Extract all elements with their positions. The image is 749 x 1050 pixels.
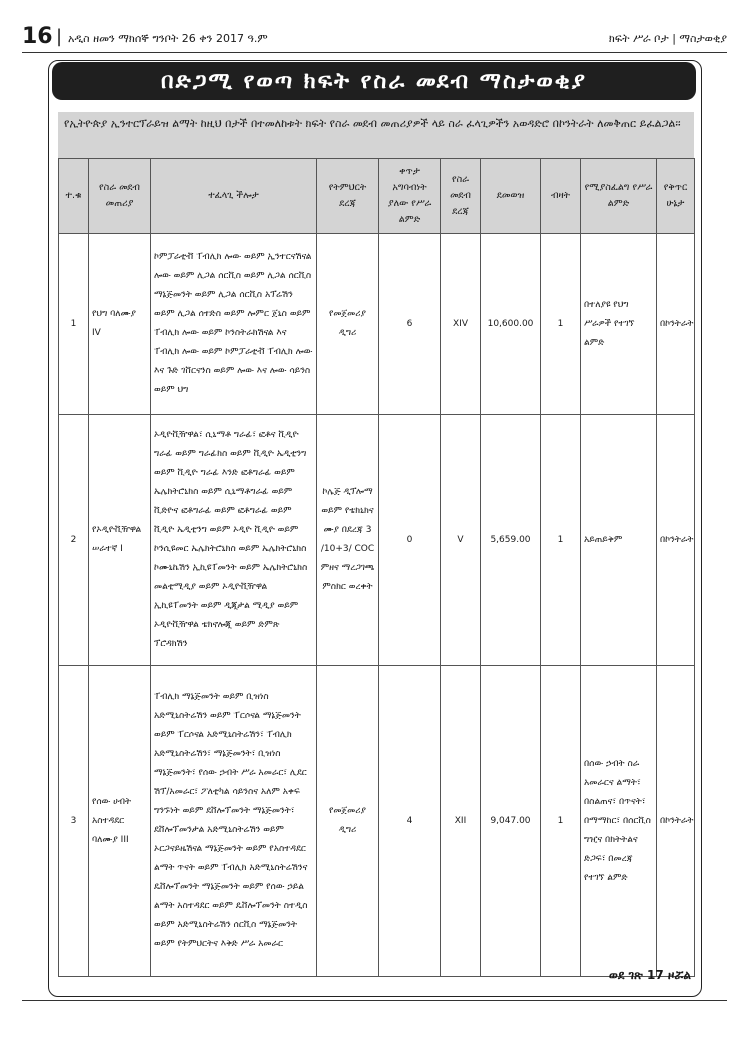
cell-direct-exp: 4 <box>379 666 441 977</box>
col-header-no: ተ.ቁ <box>59 159 89 234</box>
cell-education: የመጀመሪያ ዲግሪ <box>317 234 379 415</box>
cell-qty: 1 <box>541 415 581 666</box>
col-header-direct-exp: ቀጥታ አግባብነት ያለው የሥራ ልምድ <box>379 159 441 234</box>
col-header-skills: ተፈላጊ ችሎታ <box>151 159 317 234</box>
cell-skills: ኮምፓራቲቭ ፐብሊክ ሎው ወይም ኢንተርናሽናል ሎው ወይም ሊጋል ሰርቪስ ወይም ሊጋል ሰርቪስ ማኔጅመንት ወይም ሊጋል ሰርቪስ አፕሬሽን ወይም ሊጋል ሰተድስ ወይም ሎምር ጀኒስ ወይም ፐብሊክ ሎው ወይም ኮንስትራክሽናል እና ፐብሊክ ሎው ወይም ኮምፓራቲቭ ፐብሊክ ሎው እና ጉድ ገቨርናንስ ወይም ሎው እና ሎው ሳይንስ ወይም ህግ <box>151 234 317 415</box>
cell-no: 2 <box>59 415 89 666</box>
cell-title: የህግ ባለሙያ IV <box>89 234 151 415</box>
cell-no: 3 <box>59 666 89 977</box>
cell-title: የሰው ሀብት አስተዳደር ባለሙያ III <box>89 666 151 977</box>
cell-qty: 1 <box>541 666 581 977</box>
cell-required-exp: በተለያዩ የህግ ሥራዎች የተገኘ ልምድ <box>581 234 657 415</box>
page-number: 16 <box>22 24 53 49</box>
header-divider: | <box>56 26 63 47</box>
cell-grade: XIV <box>441 234 481 415</box>
cell-qty: 1 <box>541 234 581 415</box>
intro-paragraph: የኢትዮጵያ ኢንተርፕራይዝ ልማት ከዚህ በታች በተመለከቱት ክፍት የስራ መደብ መጠሪያዎች ላይ ስራ ፈላጊዎችን አወዳድሮ በኮንትራት ለመቅጠር ይፈልጋል፡፡ <box>58 112 694 158</box>
page-header <box>22 24 727 52</box>
cell-no: 1 <box>59 234 89 415</box>
table-row <box>59 415 695 666</box>
col-header-education: የትምህርት ደረጃ <box>317 159 379 234</box>
cell-education: ኮሌጅ ዲፕሎማ ወይም የቴክኒክና ሙያ በደረጃ 3 /10+3/ COC ምዘና ማረጋገጫ ምስክር ወረቀት <box>317 415 379 666</box>
table-row <box>59 666 695 977</box>
vacancy-table <box>58 158 695 977</box>
footer-rule <box>22 1000 727 1001</box>
table-row <box>59 234 695 415</box>
cell-salary: 5,659.00 <box>481 415 541 666</box>
col-header-employment: የቅጥር ሁኔታ <box>657 159 695 234</box>
publication-line: አዲስ ዘመን ማክሰኞ ግንቦት 26 ቀን 2017 ዓ.ም <box>68 32 268 45</box>
cell-employment: በኮንትራት <box>657 234 695 415</box>
col-header-qty: ብዛት <box>541 159 581 234</box>
continued-note: ወደ ገጽ 17 ዞሯል <box>608 968 691 982</box>
cell-direct-exp: 6 <box>379 234 441 415</box>
header-rule <box>22 52 727 53</box>
cell-required-exp: በሰው ኃብት ስራ አመራርና ልማት፣ በስልጠና፣ በጥናት፣ በማማከር፣ በሰርቪስ ግዢና በክትትልና ድጋፍ፣ በመረጃ የተገኘ ልምድ <box>581 666 657 977</box>
col-header-salary: ደመወዝ <box>481 159 541 234</box>
col-header-grade: የስራ መደብ ደረጃ <box>441 159 481 234</box>
cell-direct-exp: 0 <box>379 415 441 666</box>
col-header-title: የስራ መደብ መጠሪያ <box>89 159 151 234</box>
col-header-required-exp: የሚያስፈልግ የሥራ ልምድ <box>581 159 657 234</box>
cell-salary: 10,600.00 <box>481 234 541 415</box>
cell-employment: በኮንትራት <box>657 415 695 666</box>
cell-required-exp: አይጠይቅም <box>581 415 657 666</box>
ad-title: በድጋሚ የወጣ ክፍት የስራ መደብ ማስታወቂያ <box>52 62 696 100</box>
table-header-row <box>59 159 695 234</box>
cell-skills: ፐብሊክ ማኔጅመንት ወይም ቢዝነስ አድሚኒስትሬሽን ወይም ፐርሶናል ማኔጅመንት ወይም ፐርሶናል አድሚኒስትሬሽን፣ ፐብሊክ አድሚኒስትሬሽን፣ ማኔጅመንት፣ ቢዝነስ ማኔጅመንት፣ የሰው ኃብት ሥራ አመራር፣ ሊደር ሽፕ/አመራር፣ ፖለቲካል ሳይንስና አለም አቀፍ ግንኙነት ወይም ደቨሎፕመንት ማኔጅመንት፣ ደቨሎፕመንታል አድሚኒስትሬሽን ወይም ኦርጋናይዜሽናል ማኔጅመንት ወይም የአስተዳደር ልማት ጥናት ወይም ፐብሊክ አድሚኒስትሬሽንና ዴቨሎፕመንት ማኔጅመንት ወይም የሰው ኃይል ልማት አስተዳደር ወይም ዴቨሎፕመንት ስተዲስ ወይም አድሚኒስትሬሽን ሰርቪስ ማኔጅመንት ወይም የትምህርትና እቅድ ሥራ አመራር <box>151 666 317 977</box>
section-label: ክፍት ሥራ ቦታ | ማስታወቂያ <box>608 32 727 45</box>
cell-grade: XII <box>441 666 481 977</box>
cell-grade: V <box>441 415 481 666</box>
cell-employment: በኮንትራት <box>657 666 695 977</box>
cell-skills: ኦዲዮቪዥዋል፣ ሲኒማቶ ግራፊ፣ ፎቶና ቪዲዮ ግራፊ ወይም ግራፊክስ ወይም ቪዲዮ ኤዲቲንግ ወይም ቪዲዮ ግራፊ እንድ ፎቶግራፊ ወይም ኤሌክትሮኒክስ ወይም ሲኒማቶግራፊ ወይም ቪድዮና ፎቶግራፊ ወይም ፎቶግራፊ ወይም ቪዲዮ ኤዲቲንግ ወይም ኦዲዮ ቪዲዮ ወይም ኮንሲዩመር ኤሌክትሮኒክስ ወይም ኤሌክትሮኒክስ ኮሙኒኬሽን ኢኪዩፐመንት ወይም ኤሌክትሮኒክስ መልቲሚዲያ ወይም ኦዲዮቪዥዋል ኢኪዩፐመንት ወይም ዲጂታል ሚዲያ ወይም ኦዲዮቪዥዋል ቴክኖሎጂ ወይም ድምጽ ፕሮዳክሽን <box>151 415 317 666</box>
cell-title: የኦዲዮቪዥዋል ሠራተኛ I <box>89 415 151 666</box>
cell-education: የመጀመሪያ ዲግሪ <box>317 666 379 977</box>
cell-salary: 9,047.00 <box>481 666 541 977</box>
